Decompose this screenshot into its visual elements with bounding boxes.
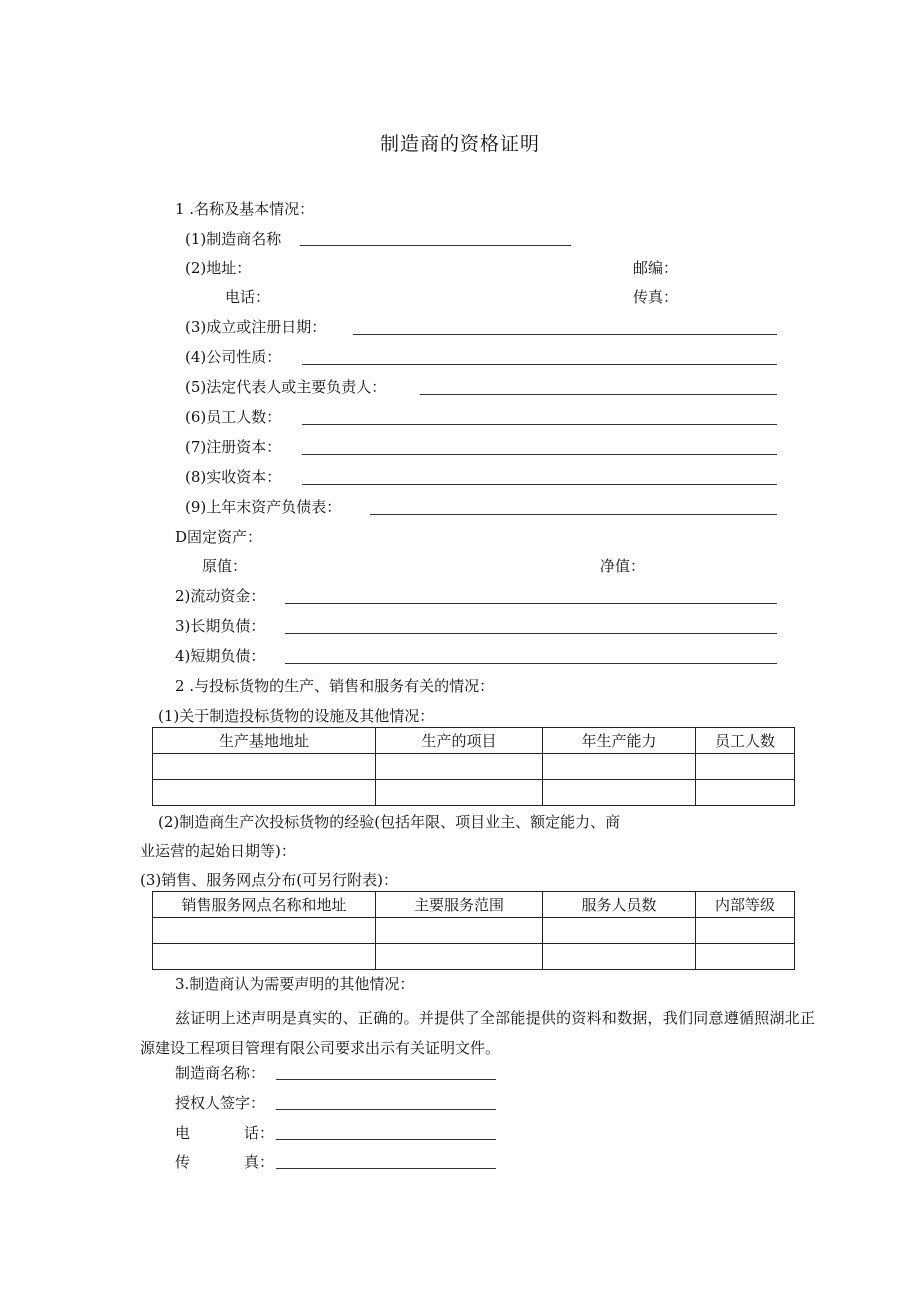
table-cell[interactable] (543, 780, 696, 806)
legal-rep-field[interactable] (420, 394, 777, 395)
fixed-assets-label: D固定资产： (175, 528, 263, 546)
table-row (153, 944, 795, 970)
table-cell[interactable] (153, 918, 376, 944)
table-cell[interactable] (696, 918, 795, 944)
experience-label-line2: 业运营的起始日期等)： (140, 842, 296, 860)
network-table (152, 891, 795, 970)
experience-label-line1: (2)制造商生产次投标货物的经验(包括年限、项目业主、额定能力、商 (158, 813, 621, 831)
table-header-cell: 主要服务范围 (376, 892, 543, 918)
table-header-cell: 员工人数 (696, 728, 795, 754)
sign-auth-field[interactable] (276, 1109, 496, 1110)
sign-fax-label-a: 传 (175, 1153, 191, 1171)
paid-capital-field[interactable] (302, 484, 777, 485)
facilities-table (152, 727, 795, 806)
short-term-debt-field[interactable] (285, 663, 777, 664)
established-date-field[interactable] (353, 334, 777, 335)
balance-sheet-label: (9)上年末资产负债表： (185, 498, 342, 516)
company-type-field[interactable] (302, 364, 777, 365)
long-term-debt-label: 3)长期负债： (175, 617, 266, 635)
sign-phone-field[interactable] (276, 1139, 496, 1140)
table-cell[interactable] (376, 944, 543, 970)
table-cell[interactable] (153, 754, 376, 780)
table-header-cell: 服务人员数 (543, 892, 696, 918)
manufacturer-name-label: (1)制造商名称 (185, 230, 282, 248)
table-cell[interactable] (376, 780, 543, 806)
table-cell[interactable] (696, 780, 795, 806)
phone-label: 电话： (225, 288, 271, 306)
company-type-label: (4)公司性质： (185, 348, 282, 366)
table-cell[interactable] (376, 754, 543, 780)
sign-phone-label-a: 电 (175, 1124, 191, 1142)
manufacturer-name-field[interactable] (300, 245, 571, 246)
section3-heading: 3.制造商认为需要声明的其他情况： (175, 975, 415, 993)
sign-phone-label-b: 话： (244, 1124, 275, 1142)
table-row (153, 754, 795, 780)
declaration-paragraph: 兹证明上述声明是真实的、正确的。并提供了全部能提供的资料和数据，我们同意遵循照湖北正源建设工程项目管理有限公司要求出示有关证明文件。 (140, 1009, 815, 1057)
table-row (153, 918, 795, 944)
table-cell[interactable] (696, 754, 795, 780)
address-label: (2)地址： (185, 259, 252, 277)
sign-name-label: 制造商名称： (175, 1064, 266, 1082)
sign-fax-field[interactable] (276, 1168, 496, 1169)
table-cell[interactable] (543, 918, 696, 944)
sign-auth-label: 授权人签字： (175, 1094, 266, 1112)
balance-sheet-field[interactable] (370, 514, 777, 515)
table-header-cell: 销售服务网点名称和地址 (153, 892, 376, 918)
short-term-debt-label: 4)短期负债： (175, 647, 266, 665)
long-term-debt-field[interactable] (285, 633, 777, 634)
table-cell[interactable] (376, 918, 543, 944)
table-header-row (153, 728, 795, 754)
paid-capital-label: (8)实收资本： (185, 468, 282, 486)
sign-fax-label-b: 真： (244, 1153, 275, 1171)
table-cell[interactable] (696, 944, 795, 970)
table-cell[interactable] (153, 780, 376, 806)
current-funds-label: 2)流动资金： (175, 587, 266, 605)
postcode-label: 邮编： (633, 259, 679, 277)
section2-heading: 2 .与投标货物的生产、销售和服务有关的情况： (175, 677, 495, 695)
legal-rep-label: (5)法定代表人或主要负责人： (185, 378, 387, 396)
established-date-label: (3)成立或注册日期： (185, 318, 327, 336)
network-label: (3)销售、服务网点分布(可另行附表)： (140, 871, 398, 889)
table-cell[interactable] (543, 754, 696, 780)
table-header-row (153, 892, 795, 918)
page-title: 制造商的资格证明 (379, 133, 540, 155)
table-row (153, 780, 795, 806)
table-header-cell: 生产基地地址 (153, 728, 376, 754)
employees-label: (6)员工人数： (185, 408, 282, 426)
table-cell[interactable] (543, 944, 696, 970)
facilities-label: (1)关于制造投标货物的设施及其他情况： (158, 707, 435, 725)
sign-name-field[interactable] (276, 1079, 496, 1080)
employees-field[interactable] (302, 424, 777, 425)
current-funds-field[interactable] (285, 603, 777, 604)
registered-capital-label: (7)注册资本： (185, 438, 282, 456)
net-value-label: 净值： (600, 557, 646, 575)
fax-label: 传真： (633, 288, 679, 306)
registered-capital-field[interactable] (302, 454, 777, 455)
table-header-cell: 内部等级 (696, 892, 795, 918)
table-cell[interactable] (153, 944, 376, 970)
table-header-cell: 年生产能力 (543, 728, 696, 754)
original-value-label: 原值： (202, 557, 248, 575)
table-header-cell: 生产的项目 (376, 728, 543, 754)
section1-heading: 1 .名称及基本情况： (175, 200, 315, 218)
